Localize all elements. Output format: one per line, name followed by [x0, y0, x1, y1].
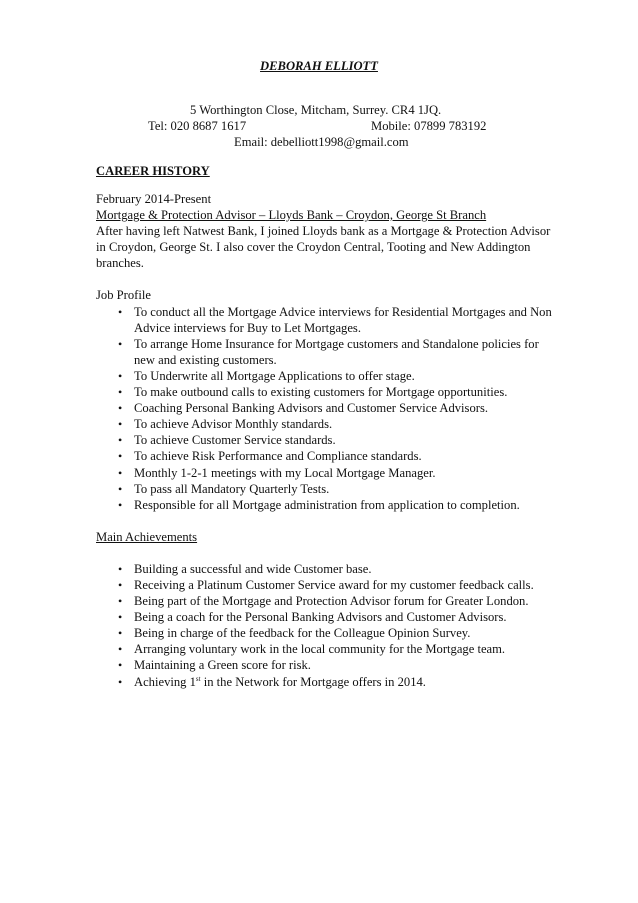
- achievement-text-end: in the Network for Mortgage offers in 2014.: [200, 674, 426, 689]
- bullet-icon: •: [118, 401, 123, 416]
- list-item: • Being part of the Mortgage and Protection Advisor forum for Greater London.: [118, 594, 529, 609]
- job-position: Mortgage & Protection Advisor – Lloyds Bank – Croydon, George St Branch: [96, 208, 487, 223]
- list-item: • Responsible for all Mortgage administration from application to completion.: [118, 497, 520, 512]
- list-item: • To pass all Mandatory Quarterly Tests.: [118, 481, 330, 496]
- job-summary: After having left Natwest Bank, I joined Lloyds bank as a Mortgage & Protection Advisor in Croydon, George St. I also cover the Croydon Central, Tooting and New Addington branches.: [96, 224, 551, 271]
- list-item: • To achieve Customer Service standards.: [118, 433, 336, 448]
- list-item: • To conduct all the Mortgage Advice interviews for Residential Mortgages and Non Advice interviews for Buy to Let Mortgages.: [118, 304, 552, 335]
- email-address: Email: debelliott1998@gmail.com: [234, 135, 409, 149]
- bullet-icon: •: [118, 497, 123, 512]
- list-item: [96, 674, 556, 690]
- list-item: • To make outbound calls to existing customers for Mortgage opportunities.: [118, 385, 508, 400]
- bullet-icon: •: [118, 465, 123, 480]
- list-item: • To achieve Risk Performance and Compliance standards.: [118, 449, 422, 464]
- bullet-icon: •: [118, 433, 123, 448]
- bullet-icon: •: [118, 304, 123, 319]
- bullet-icon: •: [118, 594, 123, 609]
- bullet-icon: •: [118, 368, 123, 383]
- list-item: • To achieve Advisor Monthly standards.: [118, 417, 333, 432]
- address-line: 5 Worthington Close, Mitcham, Surrey. CR4 1JQ.: [190, 103, 442, 117]
- job-profile-heading: Job Profile: [96, 288, 151, 303]
- bullet-icon: •: [118, 658, 123, 673]
- bullet-icon: •: [118, 610, 123, 625]
- list-item: • Arranging voluntary work in the local community for the Mortgage team.: [118, 642, 506, 657]
- achievement-text-start: Achieving 1: [134, 674, 196, 689]
- bullet-icon: •: [118, 626, 123, 641]
- career-history-heading: CAREER HISTORY: [96, 164, 210, 178]
- bullet-icon: •: [118, 674, 123, 689]
- ordinal-suffix: st: [195, 674, 201, 683]
- list-item: • Receiving a Platinum Customer Service award for my customer feedback calls.: [118, 577, 534, 592]
- bullet-icon: •: [118, 449, 123, 464]
- list-item: • Being in charge of the feedback for the Colleague Opinion Survey.: [118, 626, 471, 641]
- list-item: • To Underwrite all Mortgage Applications to offer stage.: [118, 368, 415, 383]
- job-profile-list: [96, 304, 556, 513]
- list-item: • Being a coach for the Personal Banking Advisors and Customer Advisors.: [118, 610, 507, 625]
- bullet-icon: •: [118, 577, 123, 592]
- telephone-number: Tel: 020 8687 1617: [148, 119, 247, 133]
- bullet-icon: •: [118, 336, 123, 351]
- bullet-icon: •: [118, 561, 123, 576]
- candidate-name: DEBORAH ELLIOTT: [260, 59, 378, 73]
- achievements-heading: Main Achievements: [96, 529, 198, 544]
- list-item: • Building a successful and wide Customer base.: [118, 561, 372, 576]
- achievements-list: [96, 561, 556, 690]
- list-item: • Coaching Personal Banking Advisors and Customer Service Advisors.: [118, 401, 488, 416]
- career-history-section: [96, 191, 556, 690]
- list-item: • Monthly 1-2-1 meetings with my Local Mortgage Manager.: [118, 465, 436, 480]
- mobile-number: Mobile: 07899 783192: [371, 119, 487, 133]
- bullet-icon: •: [118, 642, 123, 657]
- bullet-icon: •: [118, 417, 123, 432]
- list-item: • Maintaining a Green score for risk.: [118, 658, 311, 673]
- bullet-icon: •: [118, 385, 123, 400]
- list-item: • To arrange Home Insurance for Mortgage customers and Standalone policies for new and existing customers.: [118, 336, 539, 367]
- employment-period: February 2014-Present: [96, 192, 212, 206]
- bullet-icon: •: [118, 481, 123, 496]
